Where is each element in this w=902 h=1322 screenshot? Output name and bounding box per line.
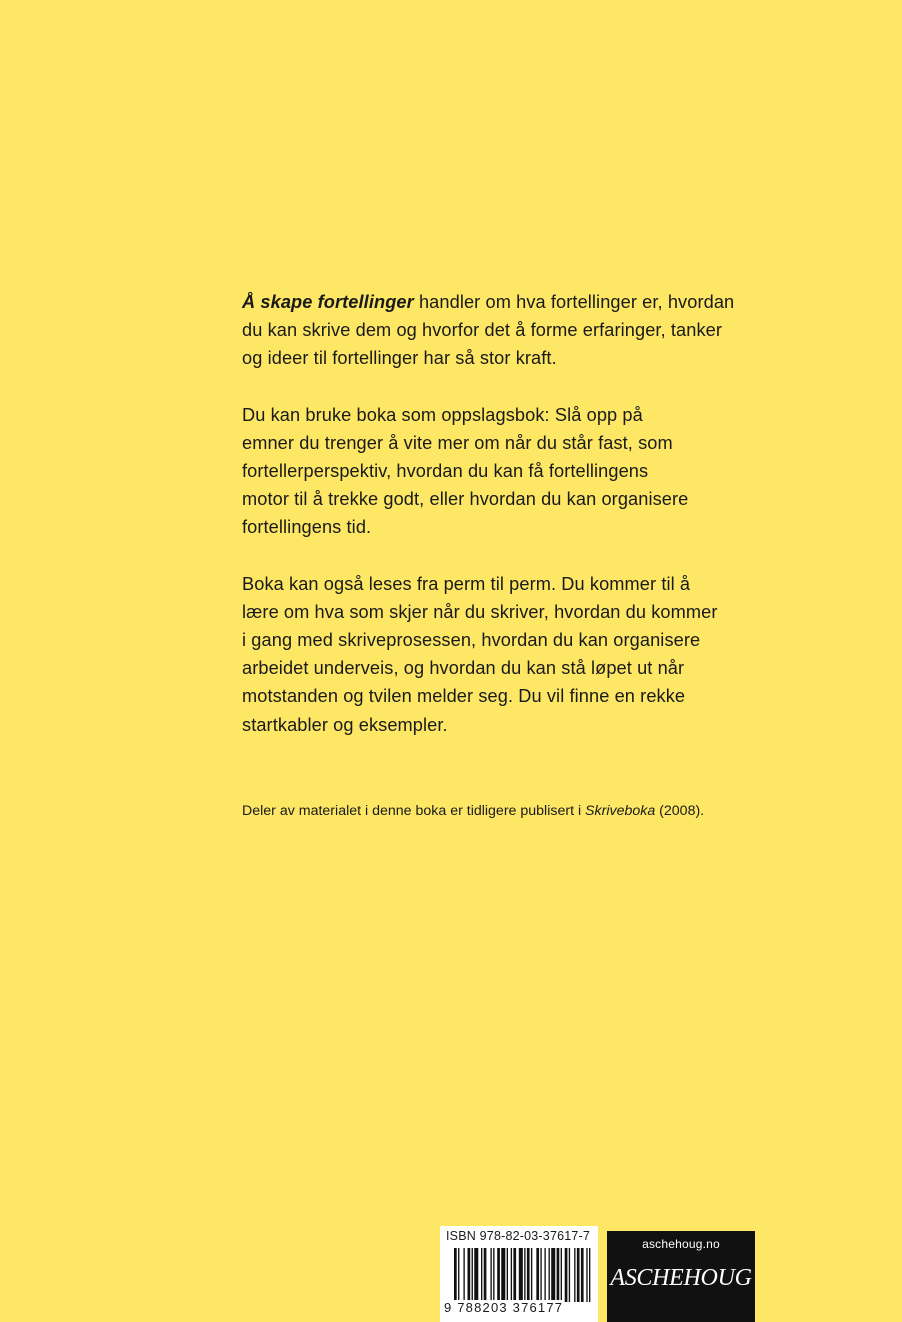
isbn-label: ISBN 978-82-03-37617-7 bbox=[446, 1229, 591, 1243]
blurb-line bbox=[242, 288, 742, 316]
blurb-line: motstanden og tvilen melder seg. Du vil finne en rekke bbox=[242, 686, 686, 707]
blurb-line: fortellerperspektiv, hvordan du kan få fortellingens bbox=[242, 461, 649, 482]
publisher-block bbox=[607, 1231, 755, 1322]
blurb-line: lære om hva som skjer når du skriver, hvordan du kommer bbox=[242, 601, 718, 622]
blurb-line: i gang med skriveprosessen, hvordan du kan organisere bbox=[242, 630, 701, 651]
note-text: Deler av materialet i denne boka er tidligere publisert i bbox=[242, 803, 586, 819]
blurb-line: Du kan bruke boka som oppslagsbok: Slå opp på bbox=[242, 404, 643, 425]
note-book-title: Skriveboka bbox=[585, 803, 656, 819]
isbn-barcode bbox=[440, 1226, 598, 1322]
book-title: Å skape fortellinger bbox=[242, 292, 414, 312]
blurb-paragraph-2 bbox=[242, 401, 742, 542]
publisher-logo: ASCHEHOUG bbox=[610, 1265, 752, 1291]
blurb-line: motor til å trekke godt, eller hvordan du kan organisere bbox=[242, 489, 689, 510]
blurb-paragraph-1 bbox=[242, 288, 742, 373]
blurb-line: og ideer til fortellinger har så stor kraft. bbox=[242, 348, 557, 369]
publication-note bbox=[242, 800, 704, 822]
blurb-line: startkabler og eksempler. bbox=[242, 714, 448, 735]
blurb-line: emner du trenger å vite mer om når du står fast, som bbox=[242, 432, 673, 453]
note-year: (2008). bbox=[655, 803, 705, 819]
blurb-text: handler om hva fortellinger er, hvordan bbox=[413, 292, 735, 312]
blurb-paragraph-3 bbox=[242, 570, 742, 739]
back-cover-blurb bbox=[242, 288, 742, 767]
blurb-line: Boka kan også leses fra perm til perm. Du kommer til å bbox=[242, 573, 691, 594]
blurb-line: du kan skrive dem og hvorfor det å forme erfaringer, tanker bbox=[242, 320, 723, 341]
blurb-line: fortellingens tid. bbox=[242, 517, 372, 538]
publisher-url: aschehoug.no bbox=[642, 1237, 720, 1251]
barcode-digits: 9 788203 376177 bbox=[444, 1300, 564, 1315]
blurb-line: arbeidet underveis, og hvordan du kan stå løpet ut når bbox=[242, 658, 685, 679]
